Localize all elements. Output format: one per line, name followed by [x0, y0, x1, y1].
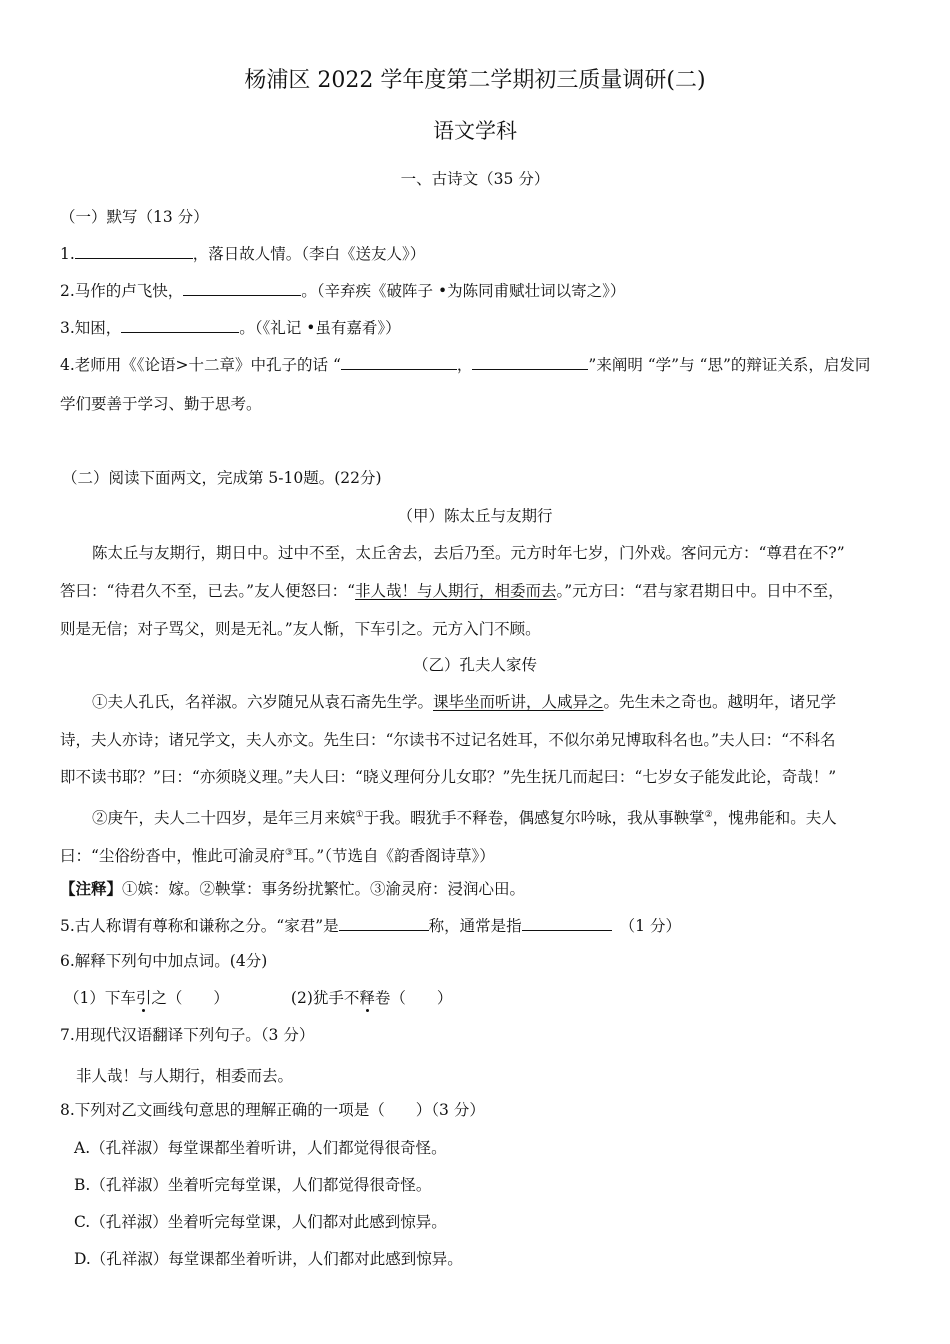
text-b-p2-line-2 [60, 842, 892, 867]
note-marker-2: ② [704, 810, 713, 820]
q1-suffix: ，落日故人情。（李白《送友人》） [192, 245, 426, 263]
question-4-line2: 学们要善于学习、勤于思考。 [60, 395, 262, 413]
section-heading: 一、古诗文（35 分） [400, 170, 550, 188]
q3-answer-blank[interactable] [121, 315, 239, 333]
q8-option-b[interactable]: B.（孔祥淑）坐着听完每堂课，人们都觉得很奇怪。 [74, 1176, 432, 1194]
q4-comma: ， [456, 356, 473, 374]
question-7: 7.用现代汉语翻译下列句子。（3 分） [60, 1026, 315, 1044]
q6-2-a: (2)犹手不 [290, 989, 360, 1007]
q4-answer-blank-2[interactable] [472, 352, 588, 370]
q6-2-dotted-word: 释 [359, 989, 375, 1007]
text-a-line-2 [60, 580, 892, 602]
text-b-p2-line-1 [92, 804, 892, 829]
q2-prefix: 2.马作的卢飞快， [60, 282, 184, 300]
text-b-title: （乙）孔夫人家传 [412, 656, 537, 674]
q3-prefix: 3.知困， [60, 319, 122, 337]
q4-answer-blank-1[interactable] [341, 352, 457, 370]
text-a-underlined-sentence: 非人哉！与人期行，相委而去 [355, 582, 557, 600]
q5-answer-blank-1[interactable] [339, 913, 429, 931]
question-3 [60, 315, 892, 339]
q8-option-a[interactable]: A.（孔祥淑）每堂课都坐着听讲，人们都觉得很奇怪。 [74, 1139, 447, 1157]
q5-answer-blank-2[interactable] [522, 913, 612, 931]
note-marker-3: ③ [284, 848, 294, 858]
text-b-p2-line-1-a: ②庚午，夫人二十四岁，是年三月来嫔 [92, 809, 356, 827]
notes [60, 878, 892, 900]
text-b-p1-line-2: 诗，夫人亦诗；诸兄学文，夫人亦文。先生曰：“尔读书不过记名姓耳，不似尔弟兄博取科名也。”夫人曰：“不科名 [60, 731, 836, 749]
q2-answer-blank[interactable] [183, 278, 301, 296]
text-b-p2-line-2-a: 曰：“尘俗纷沓中，惟此可渝灵府 [60, 847, 285, 865]
q3-suffix: 。（《礼记 •虽有嘉肴》） [239, 319, 401, 337]
q5-text-b: 称，通常是指 [428, 917, 522, 935]
question-7-sentence: 非人哉！与人期行，相委而去。 [76, 1067, 294, 1085]
text-a-title: （甲）陈太丘与友期行 [397, 507, 553, 525]
q5-text-a: 5.古人称谓有尊称和谦称之分。“家君”是 [60, 917, 339, 935]
text-b-p1-line-1-a: ①夫人孔氏，名祥淑。六岁随兄从袁石斋先生学。 [92, 693, 434, 711]
q6-1-b[interactable]: 之（ ） [151, 989, 229, 1007]
question-2 [60, 278, 892, 302]
page-title: 杨浦区 2022 学年度第二学期初三质量调研(二) [244, 68, 706, 93]
question-4 [60, 352, 892, 376]
q2-suffix: 。（辛弃疾《破阵子 •为陈同甫赋壮词以寄之》） [301, 282, 626, 300]
part1-heading: （一）默写（13 分） [60, 208, 209, 226]
q1-answer-blank[interactable] [75, 241, 193, 259]
text-a-line-3: 则是无信；对子骂父，则是无礼。”友人惭，下车引之。元方入门不顾。 [60, 620, 541, 638]
text-b-p1-line-1-b: 。先生未之奇也。越明年，诸兄学 [603, 693, 837, 711]
q8-option-d[interactable]: D.（孔祥淑）每堂课都坐着听讲，人们都对此感到惊异。 [74, 1250, 463, 1268]
question-6: 6.解释下列句中加点词。(4分) [60, 952, 268, 970]
question-1 [60, 241, 892, 265]
text-a-line-2-b: 。”元方曰：“君与家君期日中。日中不至， [556, 582, 844, 600]
text-a-line-1: 陈太丘与友期行，期日中。过中不至，太丘舍去，去后乃至。元方时年七岁，门外戏。客问元方：“尊君在不?” [92, 544, 845, 562]
text-b-p2-line-1-c: ，愧弗能和。夫人 [712, 809, 837, 827]
q4-suffix: ”来阐明 “学”与 “思”的辩证关系，启发同 [588, 356, 871, 374]
notes-label: 【注释】 [60, 879, 123, 898]
question-6-items [64, 987, 892, 1009]
q8-option-c[interactable]: C.（孔祥淑）坐着听完每堂课，人们都对此感到惊异。 [74, 1213, 447, 1231]
question-5 [60, 913, 892, 937]
text-b-p1-line-1 [92, 691, 892, 713]
note-marker-1: ① [355, 810, 364, 820]
text-b-p1-line-3: 即不读书耶？”曰：“亦须晓义理。”夫人曰：“晓义理何分儿女耶？”先生抚几而起曰：“七岁女子能发此论，奇哉！” [60, 768, 837, 786]
q1-prefix: 1. [60, 245, 75, 263]
text-b-p2-line-2-b: 耳。”（节选自《韵香阁诗草》） [293, 847, 495, 865]
text-a-line-2-a: 答曰：“待君久不至，已去。”友人便怒曰：“ [60, 582, 356, 600]
text-b-p2-line-1-b: 于我。暇犹手不释卷，偶感复尔吟咏，我从事鞅掌 [363, 809, 705, 827]
question-8: 8.下列对乙文画线句意思的理解正确的一项是（ ）（3 分） [60, 1101, 485, 1119]
q6-2-b[interactable]: 卷（ ） [374, 989, 453, 1007]
page-subtitle: 语文学科 [433, 119, 517, 143]
q6-1-dotted-word: 引 [135, 989, 152, 1007]
text-b-underlined-sentence: 课毕坐而听讲，人咸异之 [433, 693, 604, 711]
q4-prefix: 4.老师用《《论语>十二章》中孔子的话 “ [60, 356, 341, 374]
q6-1-a: （1）下车 [64, 989, 136, 1007]
q5-score: （1 分） [619, 917, 681, 935]
notes-text: ①嫔：嫁。②鞅掌：事务纷扰繁忙。③渝灵府：浸润心田。 [122, 880, 526, 898]
part2-heading: （二）阅读下面两文，完成第 5-10题。(22分) [62, 469, 382, 487]
